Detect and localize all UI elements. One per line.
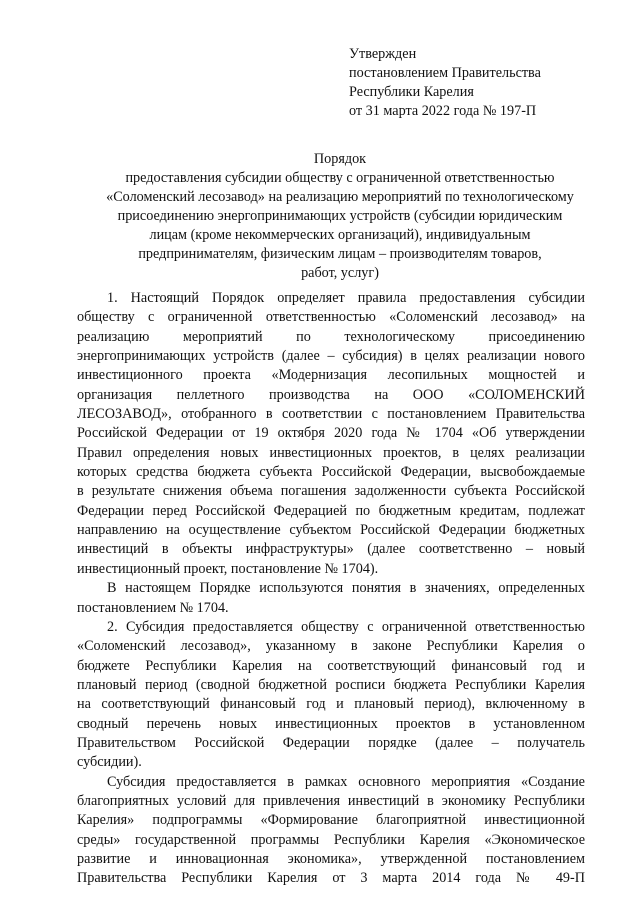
paragraph-line: постановлением № 1704. (77, 599, 229, 616)
paragraph-line: Карелия» подпрограммы «Формирование благоприятной инвестиционной (77, 812, 585, 829)
paragraph-line: среды» государственной программы Республики Карелия «Экономическое (77, 831, 585, 848)
title-line: предпринимателям, физическим лицам – производителям товаров, (138, 246, 542, 262)
title-line: работ, услуг) (301, 265, 379, 281)
approval-stamp (349, 45, 541, 121)
document-body (77, 289, 585, 889)
paragraph-line: ЛЕСОЗАВОД», отобранного в соответствии с постановлением Правительства (77, 406, 585, 423)
paragraph-line: плановый период (сводной бюджетной росписи бюджета Республики Карелия (77, 676, 585, 693)
title-line: предоставления субсидии обществу с ограниченной ответственностью (125, 170, 555, 186)
paragraph-line: субсидии). (77, 754, 142, 771)
paragraph-line: Правительства Республики Карелия от 3 марта 2014 года № 49-П (77, 870, 585, 887)
paragraph-line: Российской Федерации от 19 октября 2020 года № 1704 «Об утверждении (77, 425, 585, 442)
paragraph-line: благоприятных условий для привлечения инвестиций в экономику Республики (77, 792, 585, 809)
paragraph-first-line: 1. Настоящий Порядок определяет правила предоставления субсидии (107, 290, 585, 306)
approval-line: Республики Карелия (349, 84, 474, 100)
paragraph-line: Федерации перед Российской Федерацией по бюджетным кредитам, подлежат (77, 502, 585, 519)
paragraph-line: реализацию мероприятий по технологическому присоединению (77, 328, 585, 345)
paragraph-line: направлению на осуществление субъектом Российской Федерации бюджетных (77, 522, 585, 539)
paragraph-line: организация пеллетного производства на ООО «СОЛОМЕНСКИЙ (77, 386, 585, 403)
paragraph-line: в результате снижения объема погашения задолженности субъекта Российской (77, 483, 585, 500)
approval-line: от 31 марта 2022 года № 197-П (349, 103, 537, 119)
title-heading: Порядок (313, 151, 367, 167)
paragraph-line: Правительством Российской Федерации порядке (далее – получатель (77, 734, 585, 751)
approval-line: постановлением Правительства (349, 65, 541, 81)
paragraph-line: бюджете Республики Карелия на соответствующий финансовый год и (77, 657, 585, 674)
paragraph-line: обществу с ограниченной ответственностью «Соломенский лесозавод» на (77, 309, 585, 326)
paragraph-line: инвестиций в объекты инфраструктуры» (далее соответственно – новый (77, 541, 585, 558)
paragraph-first-line: 2. Субсидия предоставляется обществу с ограниченной ответственностью (107, 618, 585, 635)
paragraph-line: «Соломенский лесозавод», указанному в законе Республики Карелия о (77, 638, 585, 655)
paragraph-first-line: В настоящем Порядке используются понятия в значениях, определенных (107, 580, 585, 597)
document-title (80, 150, 600, 283)
paragraph-first-line: Субсидия предоставляется в рамках основного мероприятия «Создание (107, 773, 585, 790)
paragraph-line: Правил определения новых инвестиционных проектов, в целях реализации (77, 444, 585, 461)
paragraph-line: развитие и инновационная экономика», утвержденной постановлением (77, 850, 585, 867)
paragraph-line: инвестиционный проект, постановление № 1704). (77, 560, 379, 577)
paragraph-line: на соответствующий финансовый год и плановый период), включенному в (77, 696, 585, 713)
paragraph-line: энергопринимающих устройств (далее – субсидия) в целях реализации нового (77, 348, 585, 365)
title-line: лицам (кроме некоммерческих организаций), индивидуальным (149, 227, 531, 243)
title-line: «Соломенский лесозавод» на реализацию мероприятий по технологическому (106, 189, 574, 205)
approval-line: Утвержден (349, 46, 417, 62)
paragraph-line: которых средства бюджета субъекта Российской Федерации, высвобождаемые (77, 464, 585, 481)
title-line: присоединению энергопринимающих устройств (субсидии юридическим (117, 208, 563, 224)
paragraph-line: сводный перечень новых инвестиционных проектов в установленном (77, 715, 585, 732)
paragraph-line: инвестиционного проекта «Модернизация лесопильных мощностей и (77, 367, 585, 384)
